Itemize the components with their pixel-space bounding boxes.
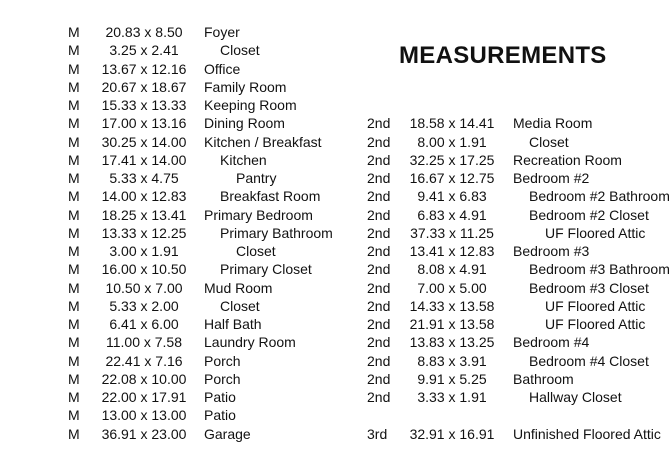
room-name-cell: Bedroom #3 Closet <box>529 279 649 296</box>
room-name-cell: Office <box>204 60 241 77</box>
room-name-cell: Breakfast Room <box>220 188 321 205</box>
dimensions-cell: 15.33 x 13.33 <box>101 97 187 113</box>
floor-cell: 2nd <box>367 316 391 332</box>
floor-cell: 2nd <box>367 188 391 205</box>
dimensions-cell: 30.25 x 14.00 <box>101 133 187 150</box>
floor-cell: 2nd <box>367 243 391 259</box>
dimensions-cell: 18.25 x 13.41 <box>101 206 187 223</box>
room-name-cell: Laundry Room <box>204 334 296 351</box>
room-name-cell: Bedroom #2 <box>513 170 590 186</box>
dimensions-cell: 17.00 x 13.16 <box>101 115 187 132</box>
dimensions-cell: 8.83 x 3.91 <box>417 352 487 369</box>
room-name-cell: Mud Room <box>204 279 273 296</box>
dimensions-cell: 13.41 x 12.83 <box>409 243 495 259</box>
room-name-cell: Keeping Room <box>204 97 297 113</box>
dimensions-cell: 9.91 x 5.25 <box>417 370 487 387</box>
room-name-cell: Garage <box>204 425 251 442</box>
room-name-cell: Patio <box>204 389 236 405</box>
floor-cell: M <box>68 97 80 113</box>
room-name-cell: Bathroom <box>513 370 574 387</box>
floor-cell: M <box>68 352 80 369</box>
room-name-cell: Media Room <box>513 115 593 132</box>
floor-cell: M <box>68 261 80 278</box>
dimensions-cell: 22.00 x 17.91 <box>101 389 187 405</box>
page-title: MEASUREMENTS <box>399 42 607 69</box>
dimensions-cell: 36.91 x 23.00 <box>101 425 187 442</box>
dimensions-cell: 13.00 x 13.00 <box>101 407 187 424</box>
floor-cell: 2nd <box>367 297 391 314</box>
dimensions-cell: 17.41 x 14.00 <box>101 151 187 168</box>
floor-cell: M <box>68 279 80 296</box>
floor-cell: 2nd <box>367 261 391 278</box>
dimensions-cell: 9.41 x 6.83 <box>417 188 487 205</box>
floor-cell: M <box>68 407 80 424</box>
floor-cell: 2nd <box>367 352 391 369</box>
room-name-cell: UF Floored Attic <box>545 224 646 241</box>
dimensions-cell: 21.91 x 13.58 <box>409 316 495 332</box>
floor-cell: 2nd <box>367 224 391 241</box>
dimensions-cell: 32.91 x 16.91 <box>409 425 495 442</box>
floor-cell: M <box>68 297 80 314</box>
dimensions-cell: 3.25 x 2.41 <box>109 42 179 59</box>
floor-cell: 2nd <box>367 370 391 387</box>
floor-cell: M <box>68 151 80 168</box>
floor-cell: 2nd <box>367 389 391 405</box>
floor-cell: M <box>68 60 80 77</box>
room-name-cell: Primary Bathroom <box>220 224 333 241</box>
floor-cell: M <box>68 42 80 59</box>
room-name-cell: Closet <box>220 297 260 314</box>
room-name-cell: Bedroom #2 Closet <box>529 206 649 223</box>
room-name-cell: Unfinished Floored Attic <box>513 425 661 442</box>
room-name-cell: Dining Room <box>204 115 285 132</box>
dimensions-cell: 13.33 x 12.25 <box>101 224 187 241</box>
dimensions-cell: 5.33 x 4.75 <box>109 170 179 186</box>
floor-cell: 2nd <box>367 206 391 223</box>
dimensions-cell: 7.00 x 5.00 <box>417 279 487 296</box>
floor-cell: M <box>68 370 80 387</box>
floor-cell: M <box>68 170 80 186</box>
floor-cell: M <box>68 78 80 95</box>
room-name-cell: Family Room <box>204 78 287 95</box>
room-name-cell: Porch <box>204 352 241 369</box>
floor-cell: M <box>68 24 80 40</box>
room-name-cell: Closet <box>529 133 569 150</box>
room-name-cell: Bedroom #4 Closet <box>529 352 649 369</box>
dimensions-cell: 6.83 x 4.91 <box>417 206 487 223</box>
floor-cell: M <box>68 115 80 132</box>
floor-cell: M <box>68 224 80 241</box>
room-name-cell: Closet <box>236 243 276 259</box>
dimensions-cell: 10.50 x 7.00 <box>105 279 183 296</box>
floor-cell: 2nd <box>367 334 391 351</box>
room-name-cell: Primary Bedroom <box>204 206 313 223</box>
dimensions-cell: 18.58 x 14.41 <box>409 115 495 132</box>
floor-cell: M <box>68 334 80 351</box>
room-name-cell: Kitchen <box>220 151 267 168</box>
floor-cell: 3rd <box>367 425 388 442</box>
dimensions-cell: 5.33 x 2.00 <box>109 297 179 314</box>
room-name-cell: Patio <box>204 407 236 424</box>
floor-cell: M <box>68 243 80 259</box>
floor-cell: M <box>68 316 80 332</box>
dimensions-cell: 22.08 x 10.00 <box>101 370 187 387</box>
dimensions-cell: 14.00 x 12.83 <box>101 188 187 205</box>
dimensions-cell: 14.33 x 13.58 <box>409 297 495 314</box>
room-name-cell: Porch <box>204 370 241 387</box>
room-name-cell: Bedroom #2 Bathroom <box>529 188 670 205</box>
dimensions-cell: 13.67 x 12.16 <box>101 60 187 77</box>
floor-cell: 2nd <box>367 151 391 168</box>
floor-cell: M <box>68 188 80 205</box>
room-name-cell: UF Floored Attic <box>545 316 646 332</box>
floor-cell: 2nd <box>367 279 391 296</box>
room-name-cell: Pantry <box>236 170 277 186</box>
dimensions-cell: 16.67 x 12.75 <box>409 170 495 186</box>
dimensions-cell: 13.83 x 13.25 <box>409 334 495 351</box>
room-name-cell: Closet <box>220 42 260 59</box>
room-name-cell: Recreation Room <box>513 151 622 168</box>
dimensions-cell: 16.00 x 10.50 <box>101 261 187 278</box>
dimensions-cell: 20.83 x 8.50 <box>105 24 183 40</box>
dimensions-cell: 22.41 x 7.16 <box>105 352 183 369</box>
room-name-cell: Bedroom #4 <box>513 334 590 351</box>
dimensions-cell: 3.00 x 1.91 <box>109 243 179 259</box>
dimensions-cell: 32.25 x 17.25 <box>409 151 495 168</box>
dimensions-cell: 20.67 x 18.67 <box>101 78 187 95</box>
floor-cell: 2nd <box>367 115 391 132</box>
room-name-cell: Kitchen / Breakfast <box>204 133 322 150</box>
dimensions-cell: 8.00 x 1.91 <box>417 133 487 150</box>
floor-cell: M <box>68 389 80 405</box>
dimensions-cell: 11.00 x 7.58 <box>105 334 183 351</box>
dimensions-cell: 6.41 x 6.00 <box>109 316 179 332</box>
floor-cell: 2nd <box>367 133 391 150</box>
dimensions-cell: 8.08 x 4.91 <box>417 261 487 278</box>
dimensions-cell: 37.33 x 11.25 <box>410 224 494 241</box>
dimensions-cell: 3.33 x 1.91 <box>417 389 487 405</box>
room-name-cell: Primary Closet <box>220 261 312 278</box>
room-name-cell: UF Floored Attic <box>545 297 646 314</box>
floor-cell: M <box>68 425 80 442</box>
room-name-cell: Foyer <box>204 24 240 40</box>
room-name-cell: Bedroom #3 Bathroom <box>529 261 670 278</box>
room-name-cell: Bedroom #3 <box>513 243 590 259</box>
floor-cell: 2nd <box>367 170 391 186</box>
room-name-cell: Hallway Closet <box>529 389 622 405</box>
floor-cell: M <box>68 133 80 150</box>
room-name-cell: Half Bath <box>204 316 262 332</box>
floor-cell: M <box>68 206 80 223</box>
